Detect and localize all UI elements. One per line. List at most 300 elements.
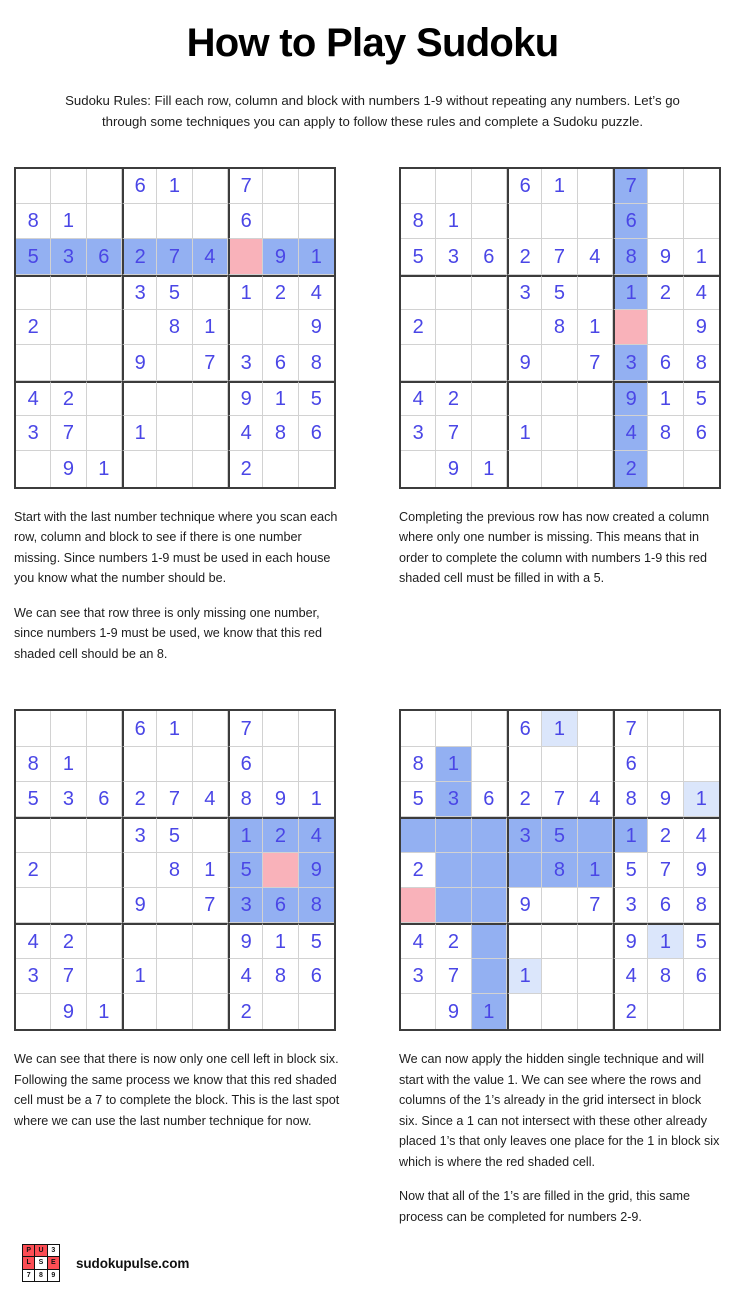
sudoku-cell-empty[interactable] [472,817,507,852]
sudoku-cell-empty[interactable] [299,747,334,782]
sudoku-cell-empty[interactable] [436,888,471,923]
sudoku-cell-filled[interactable]: 7 [193,345,228,380]
sudoku-cell-filled[interactable]: 9 [648,239,683,274]
sudoku-cell-empty[interactable] [157,451,192,486]
sudoku-cell-filled[interactable]: 6 [507,169,542,204]
sudoku-cell-empty[interactable] [472,204,507,239]
sudoku-cell-empty[interactable] [472,923,507,958]
sudoku-cell-filled[interactable]: 6 [684,959,719,994]
sudoku-cell-empty[interactable] [472,345,507,380]
sudoku-cell-filled[interactable]: 6 [228,204,263,239]
sudoku-cell-empty[interactable] [542,416,577,451]
sudoku-cell-filled[interactable]: 1 [193,853,228,888]
sudoku-cell-empty[interactable] [87,923,122,958]
sudoku-cell-filled[interactable]: 9 [613,381,648,416]
sudoku-cell-filled[interactable]: 5 [157,817,192,852]
sudoku-cell-empty[interactable] [542,204,577,239]
sudoku-cell-filled[interactable]: 7 [613,711,648,746]
sudoku-cell-filled[interactable]: 5 [157,275,192,310]
sudoku-cell-empty[interactable] [263,169,298,204]
sudoku-cell-filled[interactable]: 2 [401,310,436,345]
sudoku-cell-empty[interactable] [648,451,683,486]
sudoku-cell-filled[interactable]: 2 [16,853,51,888]
sudoku-cell-empty[interactable] [542,923,577,958]
sudoku-cell-filled[interactable]: 7 [436,959,471,994]
sudoku-cell-empty[interactable] [122,204,157,239]
sudoku-cell-filled[interactable]: 9 [228,923,263,958]
sudoku-cell-filled[interactable]: 1 [87,994,122,1029]
sudoku-cell-empty[interactable] [193,817,228,852]
sudoku-cell-empty[interactable] [122,853,157,888]
sudoku-grid-3[interactable] [14,709,336,1031]
sudoku-cell-filled[interactable]: 2 [507,782,542,817]
sudoku-cell-filled[interactable]: 5 [684,381,719,416]
sudoku-cell-filled[interactable]: 6 [472,239,507,274]
sudoku-cell-empty[interactable] [472,711,507,746]
sudoku-cell-filled[interactable]: 1 [507,959,542,994]
sudoku-cell-filled[interactable]: 2 [648,817,683,852]
sudoku-cell-filled[interactable]: 2 [436,923,471,958]
sudoku-cell-filled[interactable]: 1 [157,711,192,746]
sudoku-cell-filled[interactable]: 1 [542,711,577,746]
sudoku-cell-empty[interactable] [51,853,86,888]
sudoku-cell-empty[interactable] [51,817,86,852]
sudoku-cell-empty[interactable] [16,451,51,486]
sudoku-grid-1[interactable] [14,167,336,489]
sudoku-cell-empty[interactable] [578,416,613,451]
sudoku-cell-empty[interactable] [87,275,122,310]
sudoku-cell-empty[interactable] [684,747,719,782]
sudoku-cell-filled[interactable]: 6 [472,782,507,817]
sudoku-cell-filled[interactable]: 8 [542,853,577,888]
sudoku-cell-filled[interactable]: 1 [122,416,157,451]
sudoku-cell-filled[interactable]: 9 [299,853,334,888]
sudoku-cell-empty[interactable] [472,169,507,204]
sudoku-cell-empty[interactable] [613,310,648,345]
sudoku-cell-empty[interactable] [157,204,192,239]
sudoku-cell-filled[interactable]: 6 [613,204,648,239]
sudoku-cell-filled[interactable]: 6 [87,782,122,817]
sudoku-cell-empty[interactable] [578,451,613,486]
sudoku-cell-filled[interactable]: 8 [263,416,298,451]
sudoku-cell-filled[interactable]: 9 [648,782,683,817]
sudoku-cell-filled[interactable]: 6 [507,711,542,746]
sudoku-cell-empty[interactable] [87,817,122,852]
sudoku-cell-empty[interactable] [228,239,263,274]
sudoku-cell-empty[interactable] [507,310,542,345]
sudoku-cell-empty[interactable] [542,345,577,380]
sudoku-cell-filled[interactable]: 6 [299,416,334,451]
sudoku-cell-filled[interactable]: 7 [542,782,577,817]
sudoku-cell-empty[interactable] [542,994,577,1029]
sudoku-cell-filled[interactable]: 2 [51,381,86,416]
sudoku-cell-filled[interactable]: 3 [228,345,263,380]
sudoku-cell-empty[interactable] [16,345,51,380]
sudoku-cell-filled[interactable]: 5 [228,853,263,888]
sudoku-cell-filled[interactable]: 7 [157,782,192,817]
sudoku-cell-filled[interactable]: 8 [542,310,577,345]
sudoku-cell-filled[interactable]: 6 [228,747,263,782]
sudoku-cell-filled[interactable]: 6 [648,888,683,923]
sudoku-cell-filled[interactable]: 1 [472,994,507,1029]
sudoku-cell-empty[interactable] [193,711,228,746]
sudoku-cell-filled[interactable]: 5 [299,923,334,958]
sudoku-cell-empty[interactable] [122,310,157,345]
sudoku-cell-empty[interactable] [507,747,542,782]
sudoku-cell-empty[interactable] [263,853,298,888]
sudoku-cell-empty[interactable] [578,817,613,852]
sudoku-cell-filled[interactable]: 8 [648,416,683,451]
sudoku-cell-empty[interactable] [299,711,334,746]
sudoku-cell-filled[interactable]: 4 [684,275,719,310]
sudoku-cell-filled[interactable]: 1 [578,853,613,888]
sudoku-cell-filled[interactable]: 7 [228,711,263,746]
sudoku-cell-filled[interactable]: 8 [648,959,683,994]
sudoku-cell-filled[interactable]: 8 [613,239,648,274]
sudoku-cell-filled[interactable]: 1 [472,451,507,486]
sudoku-cell-empty[interactable] [87,959,122,994]
sudoku-cell-empty[interactable] [157,381,192,416]
sudoku-cell-filled[interactable]: 4 [299,275,334,310]
sudoku-cell-empty[interactable] [193,994,228,1029]
sudoku-cell-filled[interactable]: 3 [507,275,542,310]
sudoku-cell-filled[interactable]: 9 [51,451,86,486]
sudoku-cell-empty[interactable] [401,888,436,923]
sudoku-cell-empty[interactable] [507,994,542,1029]
sudoku-cell-filled[interactable]: 1 [684,239,719,274]
sudoku-cell-empty[interactable] [472,853,507,888]
sudoku-cell-empty[interactable] [299,204,334,239]
sudoku-cell-empty[interactable] [542,959,577,994]
sudoku-cell-filled[interactable]: 9 [263,782,298,817]
sudoku-cell-empty[interactable] [578,711,613,746]
sudoku-cell-empty[interactable] [263,451,298,486]
sudoku-cell-empty[interactable] [87,416,122,451]
sudoku-cell-filled[interactable]: 3 [401,959,436,994]
sudoku-cell-filled[interactable]: 2 [613,994,648,1029]
sudoku-cell-empty[interactable] [263,204,298,239]
sudoku-cell-filled[interactable]: 2 [122,782,157,817]
sudoku-cell-empty[interactable] [542,381,577,416]
sudoku-cell-filled[interactable]: 8 [228,782,263,817]
sudoku-cell-filled[interactable]: 9 [436,994,471,1029]
sudoku-cell-filled[interactable]: 8 [157,853,192,888]
sudoku-cell-empty[interactable] [507,923,542,958]
sudoku-cell-filled[interactable]: 6 [122,711,157,746]
sudoku-cell-filled[interactable]: 1 [51,747,86,782]
sudoku-cell-filled[interactable]: 6 [263,345,298,380]
sudoku-cell-empty[interactable] [578,959,613,994]
sudoku-cell-empty[interactable] [648,310,683,345]
sudoku-cell-filled[interactable]: 2 [436,381,471,416]
sudoku-cell-empty[interactable] [87,888,122,923]
sudoku-cell-filled[interactable]: 8 [684,888,719,923]
sudoku-cell-empty[interactable] [436,345,471,380]
sudoku-cell-empty[interactable] [193,204,228,239]
sudoku-cell-empty[interactable] [684,169,719,204]
sudoku-cell-empty[interactable] [684,994,719,1029]
sudoku-cell-empty[interactable] [578,747,613,782]
sudoku-cell-filled[interactable]: 3 [436,239,471,274]
sudoku-cell-empty[interactable] [684,711,719,746]
sudoku-cell-empty[interactable] [193,451,228,486]
sudoku-cell-empty[interactable] [87,747,122,782]
sudoku-cell-filled[interactable]: 3 [122,817,157,852]
sudoku-cell-empty[interactable] [193,275,228,310]
sudoku-cell-empty[interactable] [436,817,471,852]
sudoku-cell-empty[interactable] [578,204,613,239]
sudoku-cell-filled[interactable]: 8 [613,782,648,817]
sudoku-cell-filled[interactable]: 9 [507,888,542,923]
sudoku-cell-filled[interactable]: 5 [299,381,334,416]
sudoku-cell-filled[interactable]: 5 [401,782,436,817]
sudoku-cell-filled[interactable]: 1 [613,275,648,310]
sudoku-cell-empty[interactable] [472,275,507,310]
sudoku-cell-filled[interactable]: 8 [16,204,51,239]
sudoku-cell-filled[interactable]: 2 [648,275,683,310]
sudoku-cell-empty[interactable] [299,994,334,1029]
sudoku-cell-empty[interactable] [122,923,157,958]
sudoku-cell-filled[interactable]: 1 [684,782,719,817]
sudoku-cell-empty[interactable] [157,959,192,994]
sudoku-cell-empty[interactable] [263,711,298,746]
sudoku-cell-empty[interactable] [401,994,436,1029]
sudoku-cell-filled[interactable]: 1 [193,310,228,345]
sudoku-cell-empty[interactable] [472,416,507,451]
sudoku-cell-empty[interactable] [16,169,51,204]
sudoku-cell-empty[interactable] [157,888,192,923]
sudoku-cell-filled[interactable]: 1 [228,817,263,852]
sudoku-cell-empty[interactable] [684,451,719,486]
sudoku-cell-empty[interactable] [436,275,471,310]
sudoku-cell-empty[interactable] [122,451,157,486]
sudoku-cell-filled[interactable]: 4 [613,959,648,994]
sudoku-cell-filled[interactable]: 4 [578,239,613,274]
sudoku-cell-empty[interactable] [472,888,507,923]
sudoku-cell-empty[interactable] [193,923,228,958]
sudoku-cell-empty[interactable] [648,994,683,1029]
sudoku-cell-filled[interactable]: 7 [436,416,471,451]
sudoku-grid-2[interactable] [399,167,721,489]
sudoku-cell-empty[interactable] [193,747,228,782]
sudoku-cell-filled[interactable]: 7 [157,239,192,274]
sudoku-cell-empty[interactable] [16,817,51,852]
sudoku-cell-filled[interactable]: 1 [87,451,122,486]
sudoku-cell-filled[interactable]: 3 [16,959,51,994]
sudoku-cell-empty[interactable] [122,747,157,782]
sudoku-cell-filled[interactable]: 3 [507,817,542,852]
sudoku-cell-filled[interactable]: 2 [401,853,436,888]
sudoku-cell-filled[interactable]: 2 [51,923,86,958]
sudoku-cell-filled[interactable]: 1 [436,747,471,782]
sudoku-cell-empty[interactable] [578,275,613,310]
sudoku-cell-filled[interactable]: 5 [542,817,577,852]
sudoku-cell-empty[interactable] [542,747,577,782]
sudoku-cell-filled[interactable]: 2 [122,239,157,274]
sudoku-cell-filled[interactable]: 2 [263,275,298,310]
sudoku-cell-filled[interactable]: 8 [16,747,51,782]
sudoku-cell-empty[interactable] [648,169,683,204]
sudoku-cell-empty[interactable] [228,310,263,345]
sudoku-cell-empty[interactable] [542,888,577,923]
sudoku-cell-filled[interactable]: 1 [299,239,334,274]
sudoku-cell-filled[interactable]: 1 [578,310,613,345]
sudoku-cell-filled[interactable]: 2 [263,817,298,852]
sudoku-cell-empty[interactable] [122,994,157,1029]
sudoku-cell-empty[interactable] [51,888,86,923]
sudoku-cell-filled[interactable]: 9 [228,381,263,416]
sudoku-cell-filled[interactable]: 9 [684,853,719,888]
sudoku-cell-filled[interactable]: 6 [87,239,122,274]
sudoku-cell-filled[interactable]: 8 [684,345,719,380]
sudoku-cell-empty[interactable] [157,923,192,958]
sudoku-cell-empty[interactable] [401,451,436,486]
sudoku-cell-empty[interactable] [87,204,122,239]
sudoku-cell-empty[interactable] [472,959,507,994]
sudoku-cell-empty[interactable] [299,451,334,486]
sudoku-cell-filled[interactable]: 3 [16,416,51,451]
sudoku-cell-empty[interactable] [401,275,436,310]
sudoku-cell-filled[interactable]: 4 [16,923,51,958]
sudoku-cell-filled[interactable]: 7 [648,853,683,888]
sudoku-grid-4[interactable] [399,709,721,1031]
sudoku-cell-filled[interactable]: 5 [401,239,436,274]
sudoku-cell-filled[interactable]: 2 [507,239,542,274]
sudoku-cell-filled[interactable]: 1 [648,381,683,416]
sudoku-cell-filled[interactable]: 6 [122,169,157,204]
sudoku-cell-empty[interactable] [436,310,471,345]
sudoku-cell-filled[interactable]: 6 [648,345,683,380]
sudoku-cell-filled[interactable]: 1 [436,204,471,239]
sudoku-cell-filled[interactable]: 8 [157,310,192,345]
sudoku-cell-empty[interactable] [542,451,577,486]
sudoku-cell-empty[interactable] [87,381,122,416]
sudoku-cell-empty[interactable] [684,204,719,239]
sudoku-cell-filled[interactable]: 8 [401,204,436,239]
sudoku-cell-filled[interactable]: 8 [263,959,298,994]
sudoku-cell-empty[interactable] [157,747,192,782]
sudoku-cell-empty[interactable] [51,275,86,310]
sudoku-cell-empty[interactable] [578,923,613,958]
sudoku-cell-filled[interactable]: 2 [16,310,51,345]
sudoku-cell-filled[interactable]: 7 [228,169,263,204]
sudoku-cell-filled[interactable]: 9 [122,888,157,923]
sudoku-cell-empty[interactable] [299,169,334,204]
sudoku-cell-filled[interactable]: 6 [684,416,719,451]
sudoku-cell-filled[interactable]: 7 [578,345,613,380]
sudoku-cell-empty[interactable] [193,381,228,416]
sudoku-cell-filled[interactable]: 4 [401,923,436,958]
sudoku-cell-empty[interactable] [51,711,86,746]
sudoku-cell-filled[interactable]: 4 [193,782,228,817]
sudoku-cell-filled[interactable]: 5 [542,275,577,310]
sudoku-cell-empty[interactable] [436,711,471,746]
sudoku-cell-empty[interactable] [648,204,683,239]
sudoku-cell-filled[interactable]: 1 [157,169,192,204]
sudoku-cell-empty[interactable] [401,817,436,852]
sudoku-cell-empty[interactable] [193,416,228,451]
sudoku-cell-filled[interactable]: 3 [436,782,471,817]
sudoku-cell-filled[interactable]: 4 [193,239,228,274]
sudoku-cell-empty[interactable] [507,853,542,888]
sudoku-cell-filled[interactable]: 8 [401,747,436,782]
sudoku-cell-empty[interactable] [401,169,436,204]
sudoku-cell-empty[interactable] [87,711,122,746]
sudoku-cell-empty[interactable] [578,169,613,204]
sudoku-cell-filled[interactable]: 7 [193,888,228,923]
sudoku-cell-filled[interactable]: 5 [16,782,51,817]
sudoku-cell-filled[interactable]: 4 [613,416,648,451]
sudoku-cell-filled[interactable]: 9 [122,345,157,380]
sudoku-cell-filled[interactable]: 9 [507,345,542,380]
sudoku-cell-empty[interactable] [157,345,192,380]
sudoku-cell-empty[interactable] [51,345,86,380]
sudoku-cell-filled[interactable]: 3 [613,345,648,380]
sudoku-cell-filled[interactable]: 7 [542,239,577,274]
sudoku-cell-empty[interactable] [401,345,436,380]
sudoku-cell-filled[interactable]: 7 [51,416,86,451]
sudoku-cell-empty[interactable] [472,381,507,416]
sudoku-cell-filled[interactable]: 4 [228,959,263,994]
sudoku-cell-empty[interactable] [507,204,542,239]
sudoku-cell-filled[interactable]: 1 [542,169,577,204]
sudoku-cell-empty[interactable] [472,747,507,782]
sudoku-cell-empty[interactable] [436,169,471,204]
sudoku-cell-filled[interactable]: 7 [51,959,86,994]
sudoku-cell-empty[interactable] [51,310,86,345]
sudoku-cell-filled[interactable]: 7 [613,169,648,204]
sudoku-cell-empty[interactable] [436,853,471,888]
sudoku-cell-filled[interactable]: 1 [228,275,263,310]
sudoku-cell-empty[interactable] [263,310,298,345]
sudoku-cell-empty[interactable] [193,169,228,204]
sudoku-cell-filled[interactable]: 3 [122,275,157,310]
sudoku-cell-empty[interactable] [16,888,51,923]
sudoku-cell-empty[interactable] [648,747,683,782]
sudoku-cell-filled[interactable]: 3 [228,888,263,923]
sudoku-cell-filled[interactable]: 1 [122,959,157,994]
sudoku-cell-filled[interactable]: 3 [51,782,86,817]
sudoku-cell-filled[interactable]: 5 [613,853,648,888]
sudoku-cell-empty[interactable] [51,169,86,204]
sudoku-cell-filled[interactable]: 2 [228,451,263,486]
sudoku-cell-filled[interactable]: 1 [507,416,542,451]
sudoku-cell-filled[interactable]: 8 [299,345,334,380]
sudoku-cell-filled[interactable]: 4 [684,817,719,852]
sudoku-cell-filled[interactable]: 9 [436,451,471,486]
sudoku-cell-filled[interactable]: 2 [228,994,263,1029]
sudoku-cell-filled[interactable]: 1 [299,782,334,817]
sudoku-cell-filled[interactable]: 1 [648,923,683,958]
sudoku-cell-empty[interactable] [472,310,507,345]
sudoku-cell-filled[interactable]: 1 [51,204,86,239]
sudoku-cell-filled[interactable]: 3 [613,888,648,923]
sudoku-cell-filled[interactable]: 4 [228,416,263,451]
sudoku-cell-filled[interactable]: 5 [684,923,719,958]
sudoku-cell-filled[interactable]: 1 [263,923,298,958]
sudoku-cell-filled[interactable]: 4 [578,782,613,817]
sudoku-cell-empty[interactable] [87,169,122,204]
sudoku-cell-filled[interactable]: 9 [299,310,334,345]
sudoku-cell-filled[interactable]: 4 [299,817,334,852]
sudoku-cell-filled[interactable]: 2 [613,451,648,486]
sudoku-cell-empty[interactable] [16,275,51,310]
sudoku-cell-filled[interactable]: 4 [16,381,51,416]
sudoku-cell-empty[interactable] [401,711,436,746]
sudoku-cell-filled[interactable]: 5 [16,239,51,274]
sudoku-cell-empty[interactable] [507,451,542,486]
sudoku-cell-empty[interactable] [16,711,51,746]
